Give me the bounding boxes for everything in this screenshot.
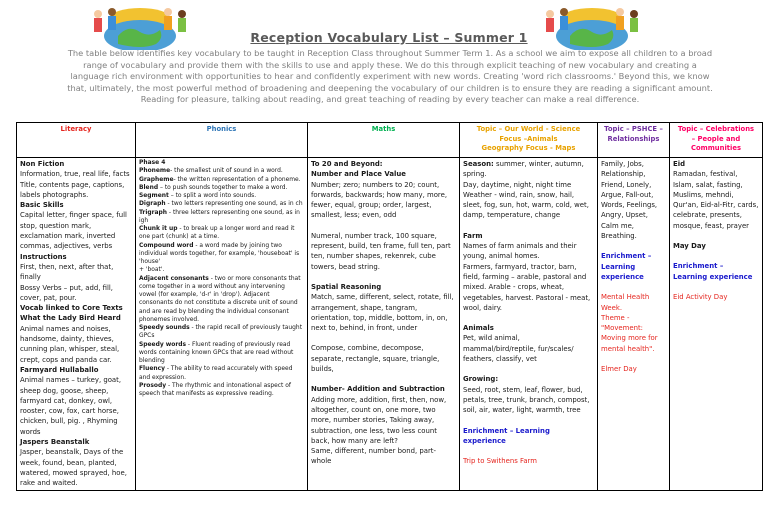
vocab-line xyxy=(311,446,456,467)
vocab-heading: Non Fiction xyxy=(20,160,65,168)
term-name: Adjacent consonants xyxy=(139,274,209,282)
term-definition: - three letters representing one sound, as in igh xyxy=(139,208,300,224)
vocab-text: Trip to Swithens Farm xyxy=(463,457,537,466)
phonics-term xyxy=(139,225,304,242)
vocab-line xyxy=(463,190,594,221)
vocab-text: Enrichment – Learning experience xyxy=(463,426,550,445)
vocab-text: First, then, next, after that, finally xyxy=(20,262,114,282)
vocab-text: Elmer Day xyxy=(601,365,637,374)
literacy-cell xyxy=(17,158,136,491)
phonics-term xyxy=(139,275,304,325)
header-phonics: Phonics xyxy=(136,123,308,158)
vocab-line xyxy=(20,324,132,365)
vocab-line xyxy=(20,303,132,313)
vocab-line xyxy=(311,384,456,394)
vocabulary-table xyxy=(16,122,763,491)
vocab-line xyxy=(20,365,132,375)
term-name: Speedy words xyxy=(139,340,187,348)
spacer xyxy=(311,221,456,231)
vocab-text: Animal names and noises, handsome, dainty, thieves, cunning plan, whisper, steal, crept, cops and panda car. xyxy=(20,324,120,364)
vocab-text: Names of farm animals and their young, animal homes. xyxy=(463,242,577,261)
term-definition: – to push sounds together to make a word. xyxy=(158,183,288,191)
phonics-term xyxy=(139,176,304,184)
term-definition: - to break up a longer word and read it one part (chunk) at a time. xyxy=(139,225,295,241)
term-name: Prosody xyxy=(139,381,167,389)
vocab-text: Bossy Verbs – put, add, fill, cover, pat, pour. xyxy=(20,283,113,302)
vocab-heading: Instructions xyxy=(20,252,67,261)
vocab-line xyxy=(601,159,666,241)
term-definition: - the rapid recall of previously taught GPCs xyxy=(139,324,303,340)
our-world-cell xyxy=(460,158,598,491)
vocab-text: Seed, root, stem, leaf, flower, bud, petals, tree, trunk, branch, compost, soil, air, water, light, warmth, tree xyxy=(463,385,590,415)
vocab-line xyxy=(463,333,594,364)
spacer xyxy=(673,231,759,241)
vocab-text: Family, Jobs, Relationship, Friend, Lonely, Argue, Fall-out, Words, Feelings, Angry, Upset, Calm me, Breathing. xyxy=(601,160,658,241)
vocab-text: Jasper, beanstalk, Days of the week, found, bean, planted, watered, mowed sprayed, hoe, rake and waited. xyxy=(20,448,127,488)
vocab-heading: May Day xyxy=(673,242,706,251)
phonics-term xyxy=(139,192,304,200)
term-definition: - two letters representing one sound, as in ch xyxy=(165,200,303,208)
spacer xyxy=(463,364,594,374)
term-name: Digraph xyxy=(139,200,166,208)
phonics-term xyxy=(139,365,304,382)
vocab-text: Theme - "Movement: Moving more for mental health". xyxy=(601,313,658,353)
vocab-text: Mental Health Week. xyxy=(601,293,650,312)
vocab-line xyxy=(311,159,456,169)
vocab-line xyxy=(463,374,594,384)
term-name: Compound word xyxy=(139,241,194,249)
vocab-text: Day, daytime, night, night time xyxy=(463,180,572,189)
vocab-line xyxy=(601,364,666,374)
vocab-line xyxy=(673,292,759,302)
spacer xyxy=(463,446,594,456)
term-name: Phase 4 xyxy=(139,159,166,166)
term-name: Phoneme xyxy=(139,167,171,175)
phonics-term xyxy=(139,209,304,226)
vocab-text: Animal names – turkey, goat, sheep dog, goose, sheep, farmyard cat, donkey, owl, rooster, cow, fox, cart horse, chicken, bull, pig. , Rhyming words xyxy=(20,376,122,436)
vocab-heading: Number and Place Value xyxy=(311,170,406,179)
term-name: Chunk it up xyxy=(139,225,178,232)
term-definition: + 'boat'. xyxy=(139,266,165,274)
vocab-line xyxy=(20,180,132,201)
vocab-text: Compose, combine, decompose, separate, rectangle, square, triangle, builds, xyxy=(311,344,440,374)
vocab-text: Farmers, farmyard, tractor, barn, field, farming – arable, pastoral and mixed. Arable - crops, wheat, vegetables, harvest. Pastoral - meat, wool, dairy. xyxy=(463,262,591,312)
spacer xyxy=(673,282,759,292)
spacer xyxy=(601,354,666,364)
phonics-term xyxy=(139,341,304,366)
intro-paragraph: The table below identifies key vocabulary to be taught in Reception Class throughout Summer Term 1. As a school we aim to expose all children to a broad range of vocabulary and provide them with the skills to use and apply these. We do this through explicit teaching of new vocabulary and creating a language rich environment with opportunities to hear and confidently experiment with new words. Creating 'word rich classrooms.' Beyond this, we know that, ultimately, the most powerful method of broadening and deepening the vocabulary of our children is to ensure they are reading a significant amount. Reading for pleasure, talking about reading, and great teaching of reading by every teacher can make a real difference. xyxy=(67,48,713,105)
vocab-line xyxy=(20,210,132,251)
vocab-heading: Jaspers Beanstalk xyxy=(20,438,90,447)
spacer xyxy=(463,313,594,323)
vocab-line xyxy=(463,231,594,241)
spacer xyxy=(311,333,456,343)
term-definition: - The ability to read accurately with speed and expression. xyxy=(139,365,293,381)
vocab-heading: Growing: xyxy=(463,375,499,384)
vocab-text: Pet, wild animal, mammal/bird/reptile, fur/scales/ feathers, classify, vet xyxy=(463,334,574,364)
term-definition: - a word made by joining two individual words together, for example, 'houseboat' is 'house' xyxy=(139,241,300,265)
vocab-line xyxy=(463,262,594,313)
vocab-heading: Spatial Reasoning xyxy=(311,282,382,291)
vocab-line xyxy=(20,375,132,437)
spacer xyxy=(673,251,759,261)
vocab-line xyxy=(673,261,759,282)
vocab-line xyxy=(20,262,132,283)
term-name: Segment xyxy=(139,192,169,199)
vocab-line xyxy=(311,395,456,446)
vocab-line xyxy=(673,169,759,231)
vocab-text: Same, different, number bond, part-whole xyxy=(311,447,436,466)
term-name: Speedy sounds xyxy=(139,324,190,331)
celebrations-cell xyxy=(670,158,763,491)
vocab-line xyxy=(673,241,759,251)
vocab-line xyxy=(20,313,132,323)
phonics-term xyxy=(139,200,304,208)
vocab-text: Eid Activity Day xyxy=(673,292,728,301)
vocab-text: Ramadan, festival, Islam, salat, fasting, Muslims, mehndi, Qur'an, Eid-al-Fitr, cards, celebrate, presents, mosque, feast, prayer xyxy=(673,170,759,230)
vocab-text: Adding more, addition, first, then, now, altogether, count on, one more, two more, number stories, Taking away, subtraction, one less, two less count back, how many are left? xyxy=(311,395,447,445)
vocab-line xyxy=(311,292,456,333)
spacer xyxy=(601,282,666,292)
vocab-text: Enrichment – Learning experience xyxy=(673,262,753,281)
vocab-line xyxy=(20,159,132,169)
vocab-heading: To 20 and Beyond: xyxy=(311,160,383,168)
vocab-text: Numeral, number track, 100 square, represent, build, ten frame, full ten, part ten, number shapes, rekenrek, cube towers, bead string. xyxy=(311,231,451,271)
vocab-heading: Number- Addition and Subtraction xyxy=(311,385,445,394)
vocab-text: Number; zero; numbers to 20; count, forwards, backwards; how many, more, fewer, equal, group; order, largest, smallest, less; even, odd xyxy=(311,180,448,220)
pshce-cell xyxy=(598,158,670,491)
phonics-term xyxy=(139,242,304,267)
header-celebrations: Topic – Celebrations – People and Communities xyxy=(670,123,763,158)
phonics-cell xyxy=(136,158,308,491)
vocab-heading: Vocab linked to Core Texts xyxy=(20,304,123,313)
vocab-heading: Farm xyxy=(463,231,483,240)
vocab-line xyxy=(601,313,666,354)
header-literacy: Literacy xyxy=(17,123,136,158)
vocab-line xyxy=(20,252,132,262)
vocab-line xyxy=(463,426,594,447)
term-definition: - Fluent reading of previously read words containing known GPCs that are read without blending xyxy=(139,340,294,364)
phonics-term xyxy=(139,266,304,274)
vocab-line xyxy=(463,159,594,180)
table-content-row xyxy=(17,158,763,491)
header-pshce: Topic – PSHCE – Relationships xyxy=(598,123,670,158)
vocab-line xyxy=(463,456,594,466)
vocab-heading: Basic Skills xyxy=(20,201,64,210)
vocab-line xyxy=(311,169,456,179)
vocab-text: Capital letter, finger space, full stop, question mark, exclamation mark, inverted commas, adjectives, verbs xyxy=(20,211,127,251)
term-definition: – to split a word into sounds. xyxy=(168,192,257,199)
vocab-line xyxy=(311,282,456,292)
phonics-term xyxy=(139,324,304,341)
vocab-heading: Animals xyxy=(463,324,494,333)
vocab-text: Information, true, real life, facts xyxy=(20,170,130,179)
vocab-line xyxy=(463,323,594,333)
vocab-heading: Eid xyxy=(673,160,686,168)
vocab-line xyxy=(601,251,666,282)
term-definition: - the smallest unit of sound in a word. xyxy=(170,167,283,175)
vocab-line xyxy=(311,231,456,272)
term-name: Fluency xyxy=(139,365,165,373)
vocab-text: Title, contents page, captions, labels photographs. xyxy=(20,180,125,199)
header-our-world: Topic – Our World - Science Focus –Animals Geography Focus - Maps xyxy=(460,123,598,158)
vocab-heading: Farmyard Hullaballo xyxy=(20,365,99,374)
spacer xyxy=(601,241,666,251)
term-name: Blend xyxy=(139,183,159,191)
term-name: Trigraph xyxy=(139,208,168,216)
header-maths: Maths xyxy=(308,123,460,158)
vocab-line xyxy=(463,241,594,262)
vocab-line xyxy=(20,169,132,179)
term-definition: - The rhythmic and intonational aspect of speech that manifests as expressive reading. xyxy=(139,381,291,397)
phonics-term xyxy=(139,184,304,192)
maths-cell xyxy=(308,158,460,491)
vocab-line xyxy=(20,283,132,304)
phonics-term xyxy=(139,159,304,167)
phonics-term xyxy=(139,167,304,175)
term-name: Grapheme xyxy=(139,175,174,183)
vocab-text: Enrichment – Learning experience xyxy=(601,252,652,281)
vocab-line xyxy=(463,180,594,190)
vocab-line xyxy=(311,343,456,374)
spacer xyxy=(463,416,594,426)
table-header-row xyxy=(17,123,763,158)
vocab-line xyxy=(20,437,132,447)
vocab-text: summer, winter, autumn, spring. xyxy=(463,160,584,179)
vocab-text: Weather - wind, rain, snow, hail, sleet, fog, sun, hot, warm, cold, wet, damp, temperature, change xyxy=(463,190,589,220)
spacer xyxy=(463,221,594,231)
vocab-line xyxy=(673,159,759,169)
term-definition: - the written representation of a phoneme. xyxy=(173,175,301,183)
spacer xyxy=(311,272,456,282)
vocab-line xyxy=(463,385,594,416)
vocab-heading: What the Lady Bird Heard xyxy=(20,314,121,323)
vocab-line xyxy=(20,447,132,488)
spacer xyxy=(311,374,456,384)
phonics-term xyxy=(139,382,304,399)
vocab-lead: Season: xyxy=(463,160,494,168)
vocab-text: Match, same, different, select, rotate, fill, arrangement, shape, tangram, orientation, top, middle, bottom, in, on, next to, behind, in front, under xyxy=(311,293,454,333)
page-title: Reception Vocabulary List – Summer 1 xyxy=(250,30,528,45)
vocab-line xyxy=(311,180,456,221)
vocab-line xyxy=(601,292,666,313)
vocab-line xyxy=(20,200,132,210)
term-definition: - two or more consonants that come together in a word without any intervening vowel (for example, 'd-r' in 'drop'). Adjacent consonants do not constitute a discrete unit of sound and are read by blending the individual consonant phonemes involved. xyxy=(139,274,301,323)
